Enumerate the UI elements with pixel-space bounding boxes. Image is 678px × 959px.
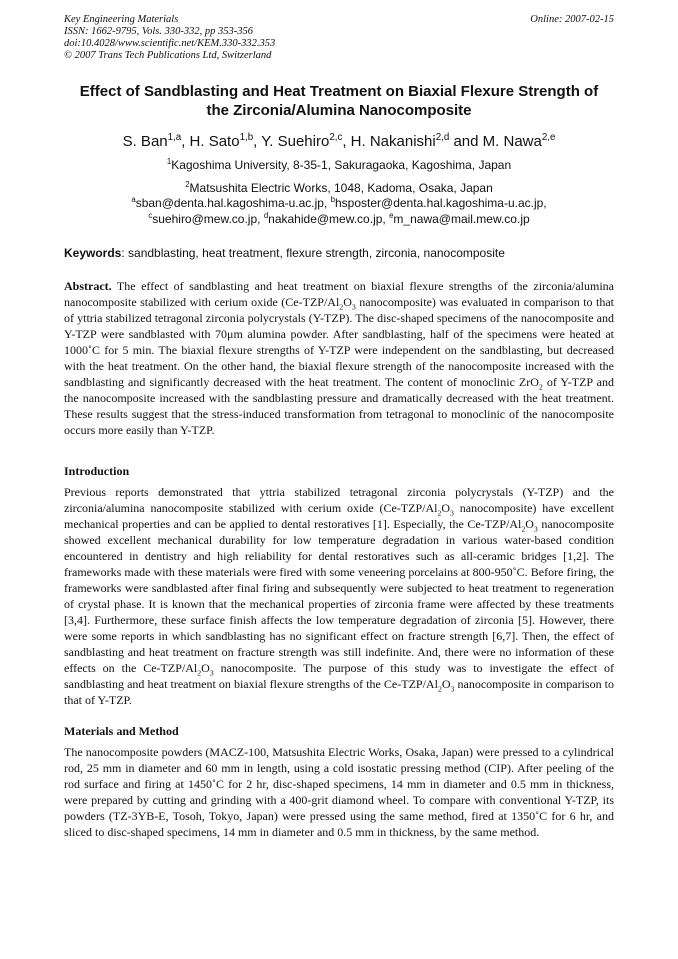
- body-text: O: [441, 501, 451, 515]
- email-e: m_nawa@mail.mew.co.jp: [393, 211, 530, 226]
- affiliation-1: [64, 158, 614, 174]
- affiliation-superscript: 2: [185, 179, 190, 189]
- abstract-text: The effect of sandblasting and heat treatment on biaxial flexure strengths of the zirconia/alumina nanocomposite stabilized with cerium oxide (Ce-TZP/Al: [64, 279, 614, 309]
- email-superscript: d: [263, 210, 269, 220]
- journal-header: [64, 14, 614, 62]
- author-name: H. Sato: [189, 133, 240, 150]
- journal-name: Key Engineering Materials: [64, 14, 179, 25]
- subscript: 3: [351, 302, 356, 312]
- issn-line: ISSN: 1662-9795, Vols. 330-332, pp 353-356: [64, 26, 253, 37]
- author-separator: and: [449, 133, 483, 150]
- keywords-text: : sandblasting, heat treatment, flexure strength, zirconia, nanocomposite: [121, 246, 505, 260]
- affiliation-text: Kagoshima University, 8-35-1, Sakuragaoka, Kagoshima, Japan: [171, 158, 512, 172]
- author-superscript: 2,c: [329, 132, 343, 143]
- keywords-label: Keywords: [64, 246, 122, 260]
- author-superscript: 1,a: [167, 132, 182, 143]
- body-text: Previous reports demonstrated that yttria stabilized tetragonal zirconia polycrystals (Y-TZP) and the zirconia/alumina nanocomposite stabilized with cerium oxide (Ce-TZP/Al: [64, 485, 614, 515]
- email-c: suehiro@mew.co.jp,: [152, 211, 264, 226]
- affiliation-2: [64, 181, 614, 228]
- materials-method-text: The nanocomposite powders (MACZ-100, Matsushita Electric Works, Osaka, Japan) were pressed to a cylindrical rod, 25 mm in diameter and 60 mm in length, using a cold isostatic pressing method (CIP). After peeling of the rod surface and firing at 1450˚C for 2 hr, disc-shaped specimens, 14 mm in diameter and 0.5 mm in thickness, were prepared by cutting and grinding with a 400-grit diamond wheel. To compare with conventional Y-TZP, its powders (TZ-3YB-E, Tosoh, Tokyo, Japan) were pressed using the same method, fired at 1350˚C for 6 hr, and sliced to disc-shaped specimens, 14 mm in diameter and 0.5 mm in thickness, by the same method.: [64, 745, 614, 839]
- title-line-2: the Zirconia/Alumina Nanocomposite: [206, 102, 472, 119]
- subscript: 2: [339, 302, 344, 312]
- author-separator: ,: [181, 133, 190, 150]
- subscript: 3: [450, 684, 455, 694]
- author-separator: ,: [253, 133, 262, 150]
- author-superscript: 1,b: [239, 132, 254, 143]
- body-text: nanocomposite. The purpose of this study was to investigate the effect of sandblasting and heat treatment on biaxial flexure strengths of the Ce-TZP/Al: [64, 661, 614, 691]
- subscript: 2: [197, 668, 202, 678]
- subscript: 2: [521, 524, 526, 534]
- email-superscript: e: [389, 210, 394, 220]
- paper-title: [64, 82, 614, 120]
- subscript: 3: [533, 524, 538, 534]
- subscript: 2: [437, 508, 442, 518]
- email-superscript: c: [148, 210, 153, 220]
- author-list: [64, 132, 614, 152]
- body-text: O: [201, 661, 210, 675]
- online-date: Online: 2007-02-15: [530, 14, 614, 25]
- section-heading-materials-method: Materials and Method: [64, 724, 179, 738]
- paper-page: [64, 14, 614, 840]
- title-line-1: Effect of Sandblasting and Heat Treatment on Biaxial Flexure Strength of: [79, 83, 599, 100]
- section-heading-introduction: Introduction: [64, 464, 130, 478]
- body-text: nanocomposite) have excellent mechanical properties and can be applied to dental restoratives [1]. Especially, the Ce-TZP/Al: [64, 501, 614, 531]
- email-superscript: b: [330, 195, 335, 204]
- body-text: O: [441, 677, 451, 691]
- email-a: sban@denta.hal.kagoshima-u.ac.jp,: [135, 196, 331, 210]
- abstract-text: nanocomposite) was evaluated in comparison to that of yttria stabilized tetragonal zirconia polycrystals (Y-TZP). The disc-shaped specimens of the nanocomposite and Y-TZP were sandblasted with 70μm alumina powder. After sandblasting, half of the specimens were heated at 1000˚C for 5 min. The biaxial flexure strengths of Y-TZP were independent on the sandblasting, but decreased with the heat treatment. On the other hand, the biaxial flexure strength of the nanocomposite increased with the sandblasting and significantly decreased with the heat treatment. The content of monoclinic ZrO: [64, 295, 615, 389]
- author-name: Y. Suehiro: [261, 133, 330, 150]
- body-text: nanocomposite in comparison to that of Y-TZP.: [64, 677, 615, 707]
- email-d: nakahide@mew.co.jp,: [268, 211, 390, 226]
- author-name: H. Nakanishi: [350, 133, 436, 150]
- abstract: [64, 278, 614, 438]
- author-superscript: 2,d: [435, 132, 450, 143]
- introduction-text: [64, 484, 614, 708]
- abstract-text: O: [343, 295, 352, 309]
- author-superscript: 2,e: [541, 132, 556, 143]
- author-name: M. Nawa: [482, 133, 542, 150]
- email-superscript: a: [131, 195, 136, 204]
- abstract-text: of Y-TZP and the nanocomposite increased with the sandblasting pressure and dramatically decreased with the heat treatment. These results suggest that the stress-induced transformation from tetragonal to monoclinic of the nanocomposite occurs more easily than Y-TZP.: [64, 375, 614, 437]
- subscript: 3: [450, 508, 454, 518]
- abstract-label: Abstract.: [64, 279, 112, 293]
- subscript: 2: [538, 382, 543, 392]
- author-name: S. Ban: [122, 133, 168, 150]
- email-line-2: [64, 212, 614, 228]
- subscript: 3: [209, 668, 214, 678]
- body-text: O: [525, 517, 534, 531]
- body-text: nanocomposite showed excellent mechanical durability for low temperature degradation in various water-based condition encountered in dentistry and high reliability for dental restoratives such as all-ceramic bridges [1,2]. The frameworks made with these materials were fired with some veneering porcelains at 800-950˚C. Before firing, the frameworks were sandblasted after final firing and subsequently were subjected to heat treatment to regeneration of crystal phase. It is known that the mechanical properties of zirconia frame were affected by these treatments [3,4]. Furthermore, these surface finish affects the low temperature degradation of zirconia [5]. However, there were some reports in which sandblasting has no significant effect on fracture strength [6,7]. Then, the effect of sandblasting and heat treatment on fracture strength was still indefinite. And, there were no information of these effects on the Ce-TZP/Al: [64, 517, 615, 675]
- subscript: 2: [437, 684, 442, 694]
- email-b: hsposter@denta.hal.kagoshima-u.ac.jp,: [335, 196, 547, 210]
- author-separator: ,: [342, 133, 351, 150]
- copyright-line: © 2007 Trans Tech Publications Ltd, Switzerland: [64, 50, 272, 61]
- doi-line: doi:10.4028/www.scientific.net/KEM.330-332.353: [64, 38, 276, 49]
- email-line-1: [64, 196, 614, 212]
- affiliation-superscript: 1: [166, 157, 172, 166]
- keywords: [64, 246, 614, 261]
- affiliation-text: Matsushita Electric Works, 1048, Kadoma, Osaka, Japan: [189, 180, 493, 195]
